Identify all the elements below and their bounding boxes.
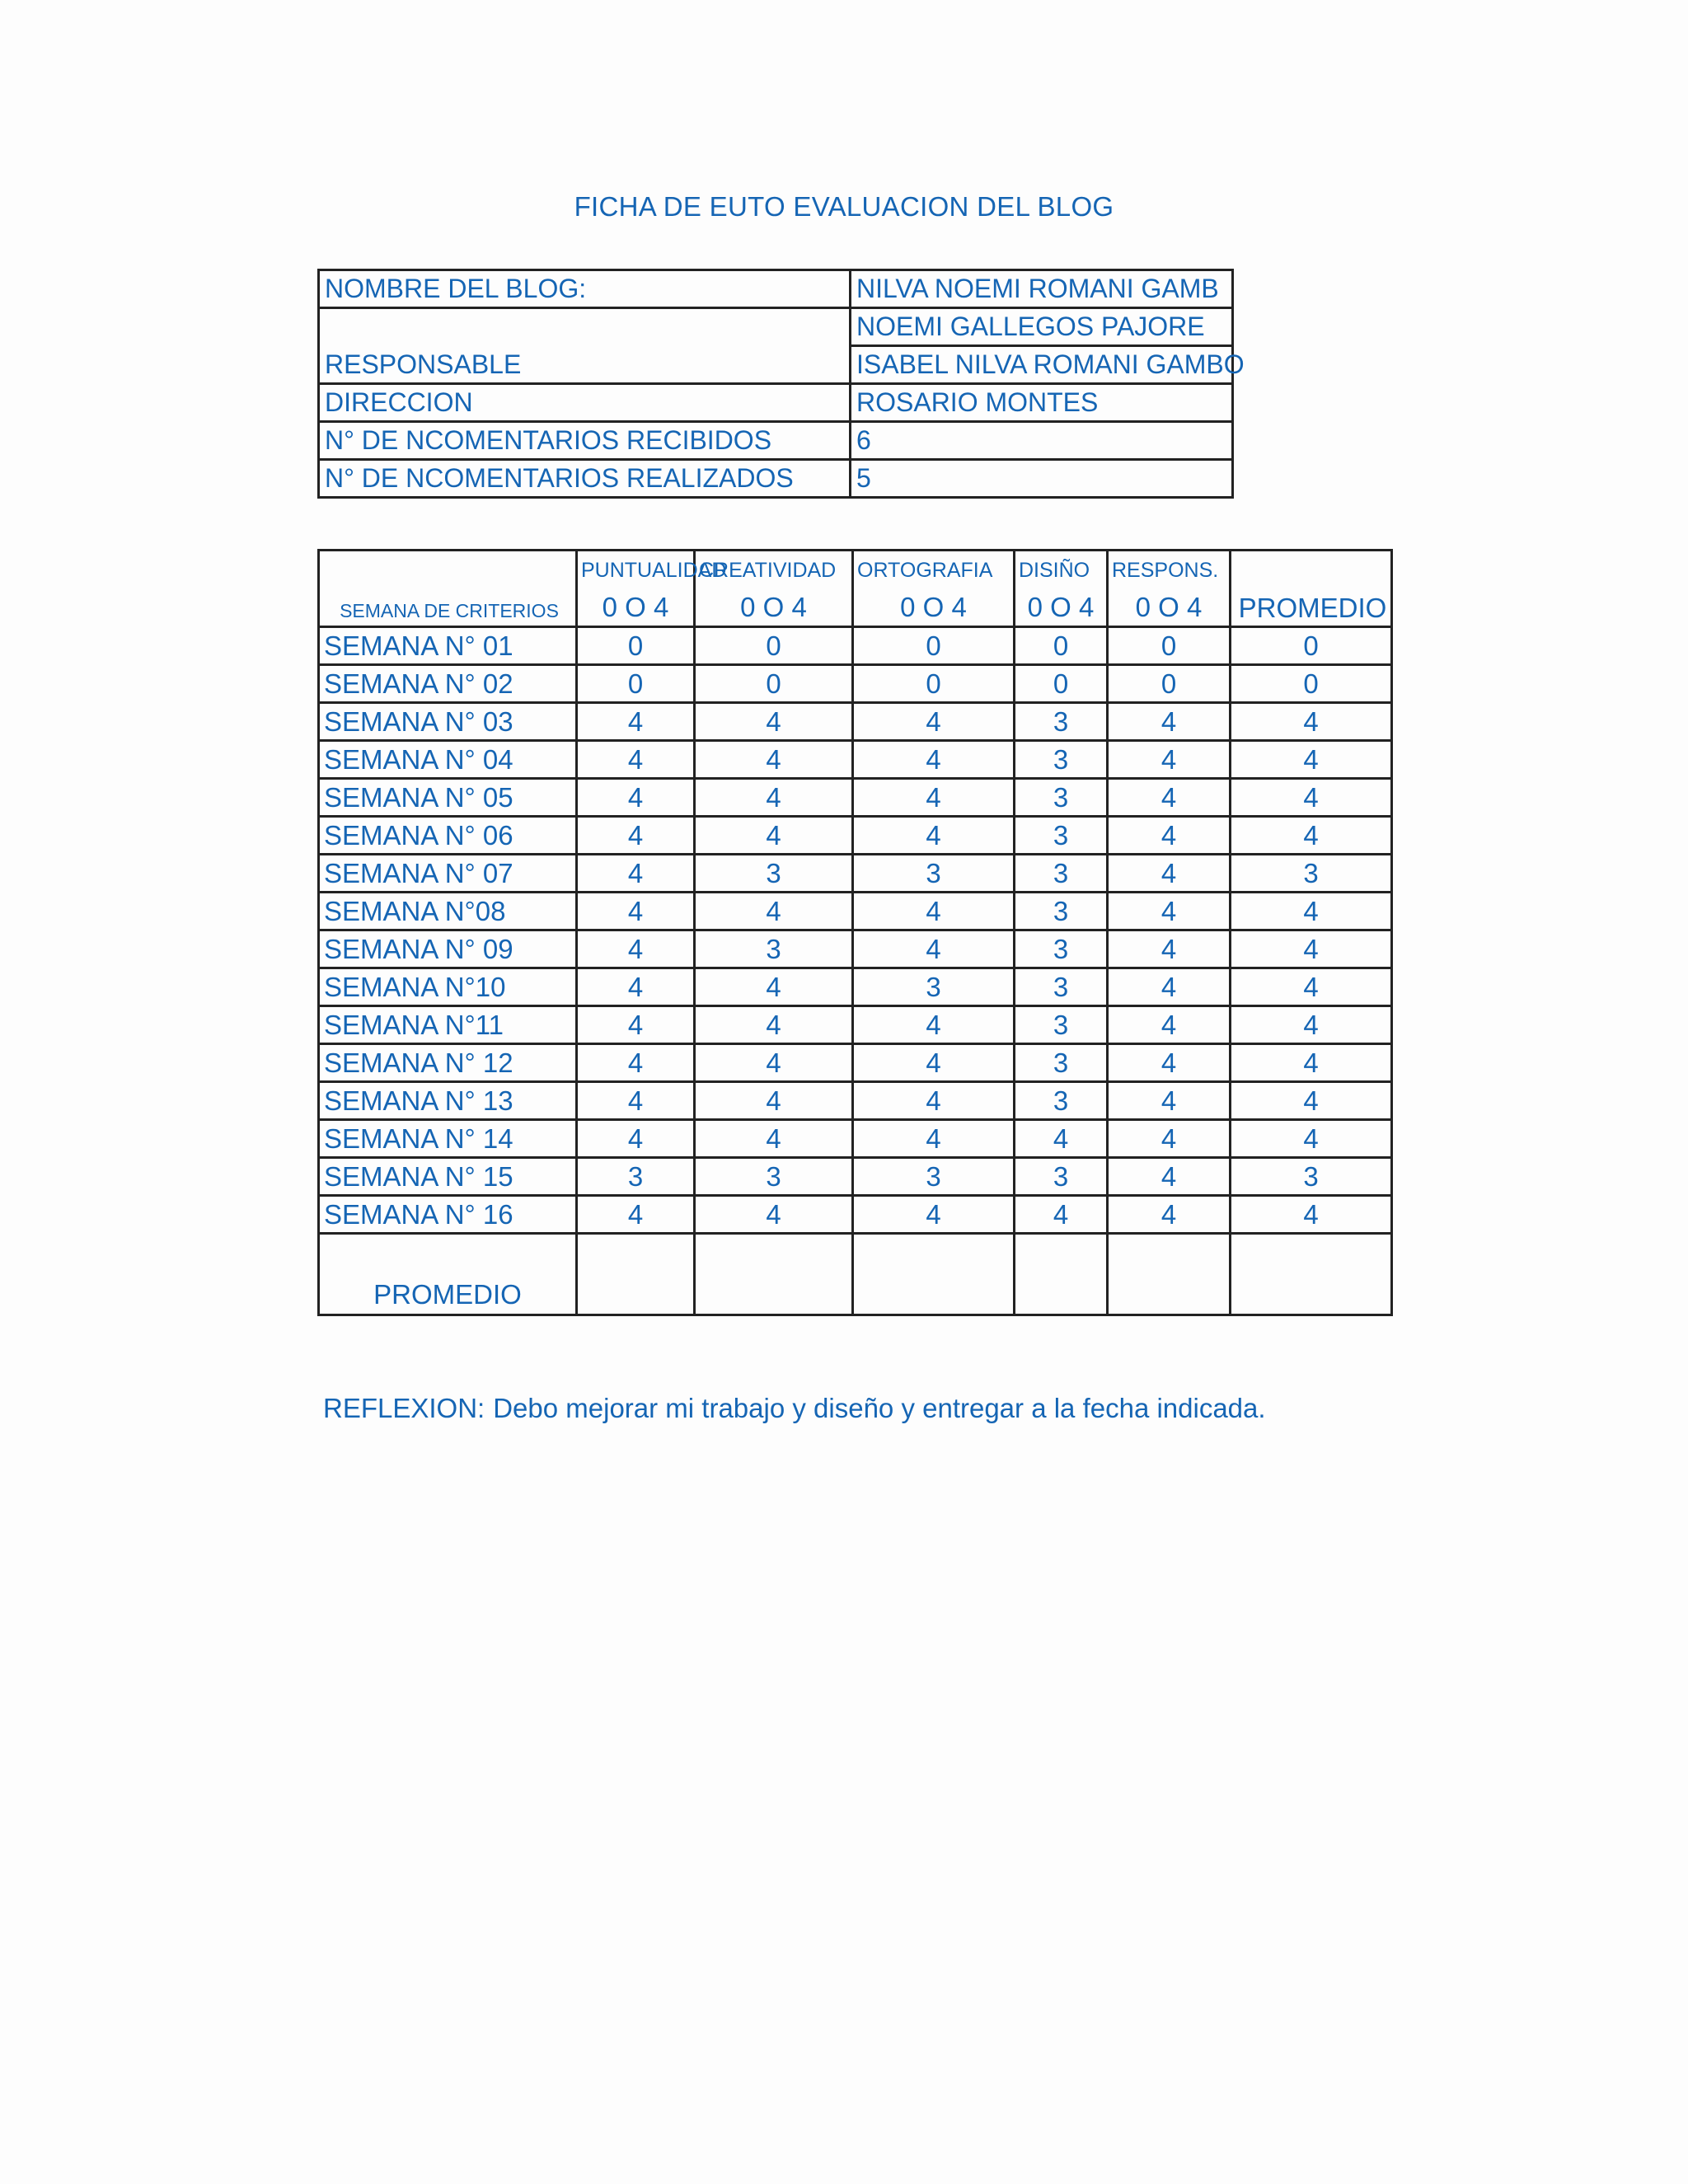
score-cell: 4 (695, 817, 853, 855)
table-row (319, 703, 1392, 741)
score-cell: 4 (1015, 1120, 1108, 1158)
scale-header: 0 O 4 (1015, 589, 1108, 627)
week-rows (319, 627, 1392, 1234)
promedio-footer-cell (1108, 1234, 1231, 1315)
score-cell: 0 (1108, 665, 1231, 703)
score-cell: 0 (577, 627, 695, 665)
score-cell: 4 (853, 1120, 1015, 1158)
score-cell: 4 (1015, 1196, 1108, 1234)
promedio-footer-row (319, 1234, 1392, 1315)
average-cell: 4 (1231, 817, 1392, 855)
score-cell: 3 (695, 930, 853, 968)
week-label: SEMANA N°10 (319, 968, 577, 1006)
score-cell: 4 (577, 893, 695, 930)
recibidos-value: 6 (851, 422, 1233, 460)
table-row (319, 930, 1392, 968)
table-row (319, 665, 1392, 703)
score-cell: 4 (695, 1006, 853, 1044)
table-row (319, 1158, 1392, 1196)
score-cell: 3 (1015, 779, 1108, 817)
score-cell: 4 (1108, 703, 1231, 741)
score-cell: 4 (853, 1044, 1015, 1082)
score-cell: 3 (1015, 930, 1108, 968)
score-cell: 0 (853, 665, 1015, 703)
page-title: FICHA DE EUTO EVALUACION DEL BLOG (574, 191, 1114, 222)
scale-header: 0 O 4 (853, 589, 1015, 627)
score-cell: 4 (853, 930, 1015, 968)
score-cell: 4 (695, 1120, 853, 1158)
direccion-label: DIRECCION (319, 384, 851, 422)
score-cell: 3 (695, 855, 853, 893)
average-cell: 3 (1231, 855, 1392, 893)
score-cell: 4 (853, 703, 1015, 741)
scale-header: 0 O 4 (577, 589, 695, 627)
score-cell: 3 (1015, 1006, 1108, 1044)
reflexion-label: REFLEXION: (323, 1393, 485, 1423)
responsable-row (319, 308, 1233, 346)
score-cell: 4 (1108, 1120, 1231, 1158)
score-cell: 4 (577, 741, 695, 779)
table-row (319, 779, 1392, 817)
average-cell: 0 (1231, 627, 1392, 665)
blog-info-table (317, 269, 1245, 499)
score-cell: 4 (577, 1196, 695, 1234)
corner-label: SEMANA DE CRITERIOS (319, 551, 577, 627)
realizados-value: 5 (851, 460, 1233, 498)
score-cell: 4 (577, 1082, 695, 1120)
average-cell: 4 (1231, 1044, 1392, 1082)
score-cell: 4 (695, 779, 853, 817)
score-cell: 4 (853, 741, 1015, 779)
realizados-row (319, 460, 1233, 498)
score-cell: 4 (577, 817, 695, 855)
table-row (319, 1006, 1392, 1044)
table-row (319, 1044, 1392, 1082)
average-cell: 4 (1231, 703, 1392, 741)
week-label: SEMANA N° 15 (319, 1158, 577, 1196)
table-row (319, 893, 1392, 930)
average-cell: 4 (1231, 1082, 1392, 1120)
score-cell: 4 (853, 1082, 1015, 1120)
week-label: SEMANA N° 05 (319, 779, 577, 817)
week-label: SEMANA N°08 (319, 893, 577, 930)
criterion-header: CREATIVIDAD (695, 551, 853, 590)
average-cell: 4 (1231, 1120, 1392, 1158)
table-row (319, 1196, 1392, 1234)
score-cell: 3 (1015, 1158, 1108, 1196)
score-cell: 4 (577, 1044, 695, 1082)
score-cell: 4 (853, 1006, 1015, 1044)
table-row (319, 1120, 1392, 1158)
score-cell: 4 (577, 968, 695, 1006)
table-row (319, 1082, 1392, 1120)
score-cell: 4 (1108, 930, 1231, 968)
criterion-header: ORTOGRAFIA (853, 551, 1015, 590)
promedio-footer-cell (1231, 1234, 1392, 1315)
blog-name-label: NOMBRE DEL BLOG: (319, 270, 851, 308)
table-row (319, 741, 1392, 779)
week-label: SEMANA N° 16 (319, 1196, 577, 1234)
promedio-footer-cell (1015, 1234, 1108, 1315)
score-cell: 0 (695, 627, 853, 665)
score-cell: 4 (1108, 1082, 1231, 1120)
week-label: SEMANA N° 04 (319, 741, 577, 779)
score-cell: 3 (1015, 741, 1108, 779)
average-cell: 4 (1231, 779, 1392, 817)
score-cell: 3 (853, 968, 1015, 1006)
recibidos-row (319, 422, 1233, 460)
average-cell: 0 (1231, 665, 1392, 703)
score-cell: 4 (695, 1196, 853, 1234)
week-label: SEMANA N°11 (319, 1006, 577, 1044)
scale-header: 0 O 4 (695, 589, 853, 627)
score-cell: 4 (695, 741, 853, 779)
score-cell: 4 (1108, 779, 1231, 817)
score-cell: 3 (1015, 893, 1108, 930)
score-cell: 3 (1015, 855, 1108, 893)
table-row (319, 817, 1392, 855)
week-label: SEMANA N° 07 (319, 855, 577, 893)
week-label: SEMANA N° 09 (319, 930, 577, 968)
score-cell: 0 (695, 665, 853, 703)
score-cell: 3 (853, 1158, 1015, 1196)
score-cell: 4 (577, 703, 695, 741)
score-cell: 4 (695, 1082, 853, 1120)
criterion-header: PUNTUALIDAD (577, 551, 695, 590)
criterion-header: RESPONS. (1108, 551, 1231, 590)
score-cell: 3 (1015, 1082, 1108, 1120)
table-row (319, 627, 1392, 665)
week-label: SEMANA N° 13 (319, 1082, 577, 1120)
criteria-header-row (319, 551, 1392, 590)
blog-name-row (319, 270, 1233, 308)
score-cell: 4 (1108, 817, 1231, 855)
score-cell: 4 (577, 779, 695, 817)
score-cell: 4 (577, 1006, 695, 1044)
scale-header: 0 O 4 (1108, 589, 1231, 627)
score-cell: 4 (1108, 1158, 1231, 1196)
score-cell: 4 (695, 703, 853, 741)
average-cell: 4 (1231, 893, 1392, 930)
promedio-footer-label: PROMEDIO (319, 1234, 577, 1315)
average-cell: 4 (1231, 930, 1392, 968)
promedio-footer-cell (853, 1234, 1015, 1315)
realizados-label: N° DE NCOMENTARIOS REALIZADOS (319, 460, 851, 498)
week-label: SEMANA N° 03 (319, 703, 577, 741)
week-label: SEMANA N° 02 (319, 665, 577, 703)
score-cell: 0 (1108, 627, 1231, 665)
promedio-footer-cell (577, 1234, 695, 1315)
score-cell: 4 (695, 1044, 853, 1082)
score-cell: 4 (853, 893, 1015, 930)
score-cell: 4 (1108, 893, 1231, 930)
score-cell: 4 (1108, 741, 1231, 779)
reflexion (323, 1393, 1266, 1424)
score-cell: 4 (577, 1120, 695, 1158)
table-row (319, 968, 1392, 1006)
responsable-value-2: ISABEL NILVA ROMANI GAMBO (851, 346, 1233, 384)
direccion-value: ROSARIO MONTES (851, 384, 1233, 422)
score-cell: 4 (853, 779, 1015, 817)
grades-table (317, 549, 1393, 1316)
promedio-footer-cell (695, 1234, 853, 1315)
responsable-label: RESPONSABLE (319, 308, 851, 384)
week-label: SEMANA N° 12 (319, 1044, 577, 1082)
score-cell: 0 (1015, 665, 1108, 703)
score-cell: 3 (577, 1158, 695, 1196)
reflexion-text: Debo mejorar mi trabajo y diseño y entregar a la fecha indicada. (493, 1393, 1266, 1423)
promedio-header: PROMEDIO (1231, 551, 1392, 627)
score-cell: 4 (1108, 855, 1231, 893)
score-cell: 0 (577, 665, 695, 703)
direccion-row (319, 384, 1233, 422)
score-cell: 4 (1108, 1006, 1231, 1044)
responsable-value-1: NOEMI GALLEGOS PAJORE (851, 308, 1233, 346)
score-cell: 3 (1015, 703, 1108, 741)
criterion-header: DISIÑO (1015, 551, 1108, 590)
week-label: SEMANA N° 14 (319, 1120, 577, 1158)
score-cell: 3 (695, 1158, 853, 1196)
score-cell: 4 (853, 817, 1015, 855)
recibidos-label: N° DE NCOMENTARIOS RECIBIDOS (319, 422, 851, 460)
score-cell: 3 (853, 855, 1015, 893)
average-cell: 4 (1231, 1196, 1392, 1234)
score-cell: 3 (1015, 1044, 1108, 1082)
week-label: SEMANA N° 06 (319, 817, 577, 855)
score-cell: 4 (1108, 1044, 1231, 1082)
score-cell: 3 (1015, 968, 1108, 1006)
average-cell: 4 (1231, 741, 1392, 779)
week-label: SEMANA N° 01 (319, 627, 577, 665)
score-cell: 4 (1108, 968, 1231, 1006)
score-cell: 4 (853, 1196, 1015, 1234)
blog-name-value: NILVA NOEMI ROMANI GAMB (851, 270, 1233, 308)
score-cell: 4 (695, 893, 853, 930)
table-row (319, 855, 1392, 893)
score-cell: 4 (577, 855, 695, 893)
score-cell: 4 (1108, 1196, 1231, 1234)
score-cell: 3 (1015, 817, 1108, 855)
average-cell: 4 (1231, 1006, 1392, 1044)
average-cell: 3 (1231, 1158, 1392, 1196)
score-cell: 0 (1015, 627, 1108, 665)
score-cell: 4 (695, 968, 853, 1006)
score-cell: 0 (853, 627, 1015, 665)
score-cell: 4 (577, 930, 695, 968)
average-cell: 4 (1231, 968, 1392, 1006)
